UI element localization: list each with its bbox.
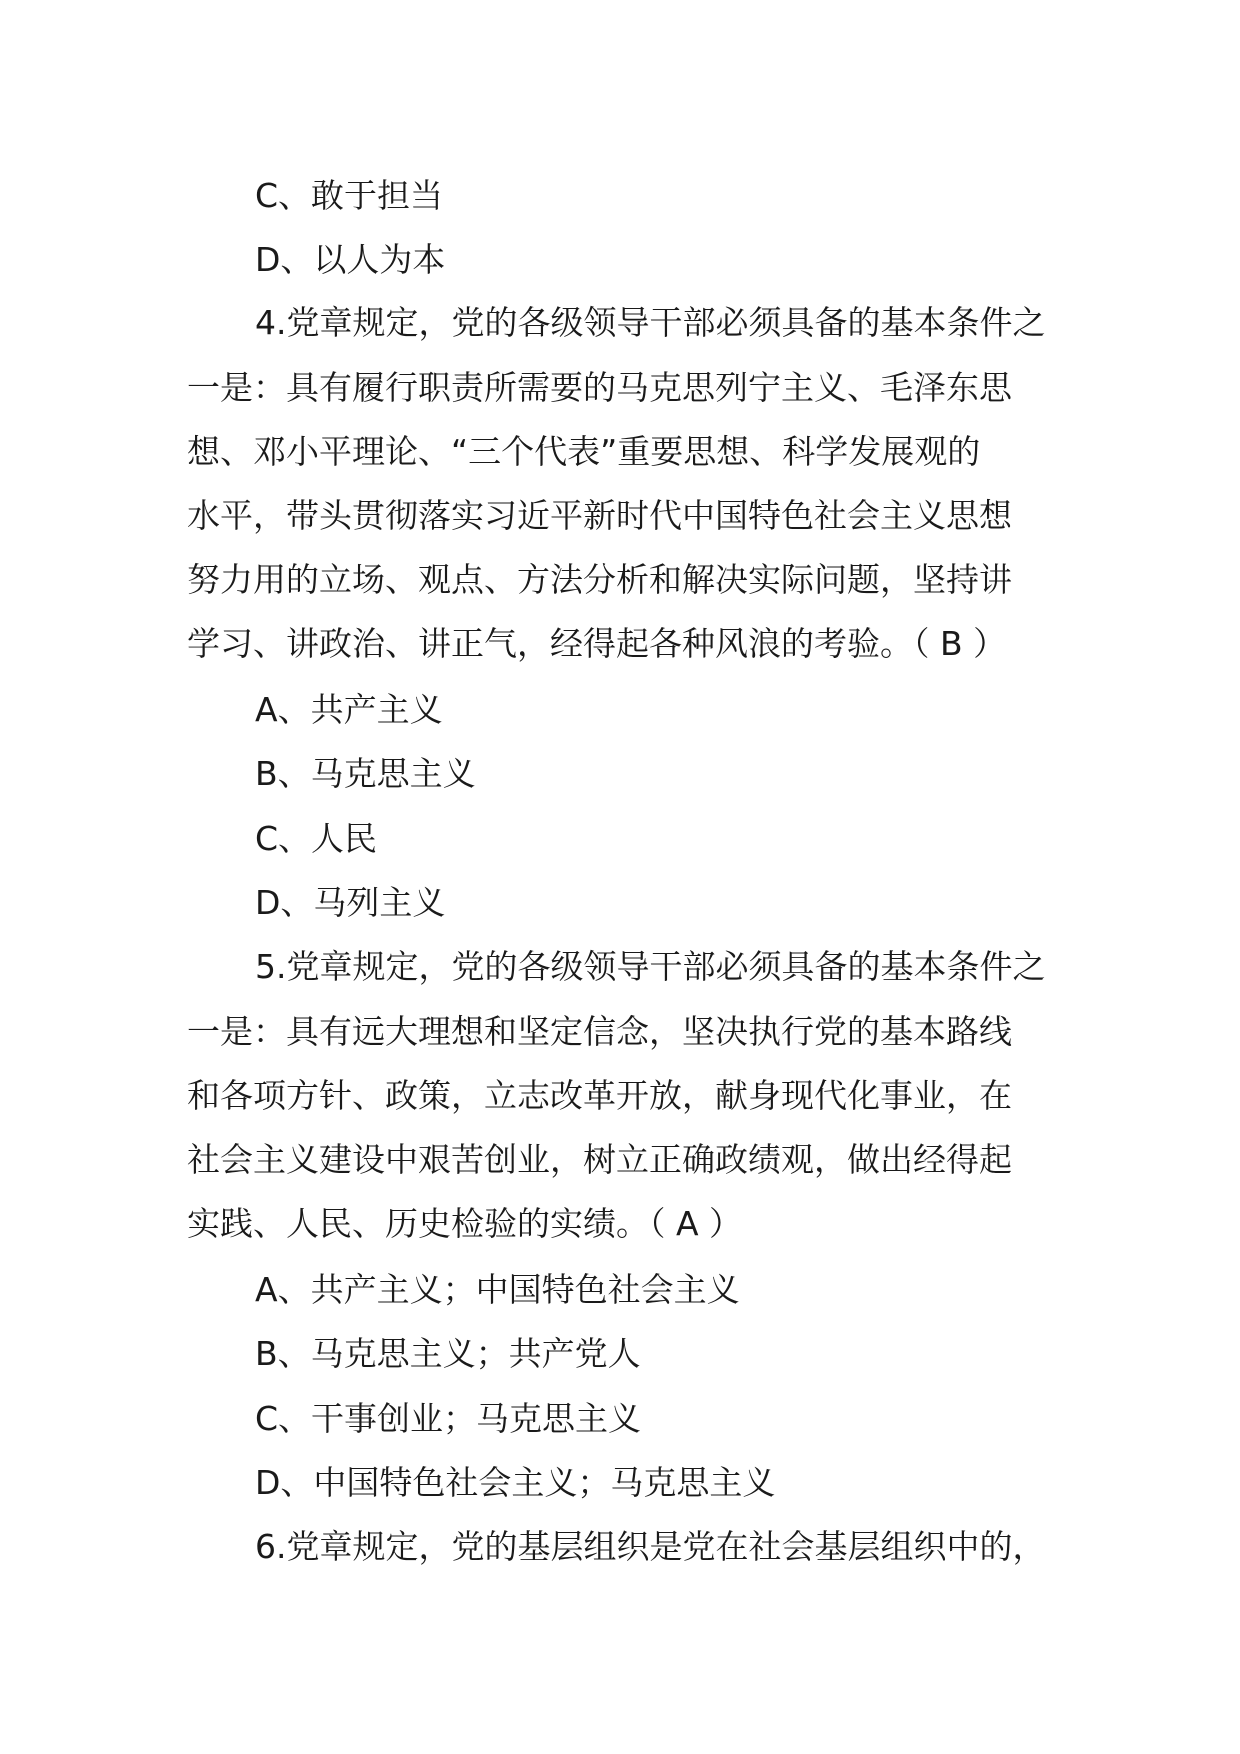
q5-text-line-2: 一是：具有远大理想和坚定信念，坚决执行党的基本路线 xyxy=(187,1012,1012,1051)
q4-text-line-6: 学习、讲政治、讲正气，经得起各种风浪的考验。（ B ） xyxy=(187,624,1007,663)
q5-option-b: B、马克思主义；共产党人 xyxy=(255,1334,641,1373)
q4-text-line-3: 想、邓小平理论、“三个代表”重要思想、科学发展观的 xyxy=(187,432,981,471)
q3-option-d: D、以人为本 xyxy=(255,240,446,279)
q4-option-c: C、人民 xyxy=(255,819,378,858)
q3-option-c: C、敢于担当 xyxy=(255,176,444,215)
q4-text-line-2: 一是：具有履行职责所需要的马克思列宁主义、毛泽东思 xyxy=(187,368,1012,407)
q5-option-d: D、中国特色社会主义；马克思主义 xyxy=(255,1463,776,1502)
q5-text-line-3: 和各项方针、政策，立志改革开放，献身现代化事业，在 xyxy=(187,1076,1012,1115)
q5-text-line-5: 实践、人民、历史检验的实绩。（ A ） xyxy=(187,1204,743,1243)
q5-option-c: C、干事创业；马克思主义 xyxy=(255,1399,642,1438)
q5-text-line-1: 5.党章规定，党的各级领导干部必须具备的基本条件之 xyxy=(255,947,1046,986)
q4-option-d: D、马列主义 xyxy=(255,883,446,922)
q6-text-line-1: 6.党章规定，党的基层组织是党在社会基层组织中的， xyxy=(255,1527,1046,1566)
q4-text-line-4: 水平，带头贯彻落实习近平新时代中国特色社会主义思想 xyxy=(187,496,1012,535)
q5-text-line-4: 社会主义建设中艰苦创业，树立正确政绩观，做出经得起 xyxy=(187,1140,1012,1179)
q4-text-line-1: 4.党章规定，党的各级领导干部必须具备的基本条件之 xyxy=(255,303,1046,342)
q5-option-a: A、共产主义；中国特色社会主义 xyxy=(255,1270,740,1309)
q4-option-b: B、马克思主义 xyxy=(255,754,476,793)
q4-option-a: A、共产主义 xyxy=(255,690,443,729)
q4-text-line-5: 努力用的立场、观点、方法分析和解决实际问题，坚持讲 xyxy=(187,560,1012,599)
